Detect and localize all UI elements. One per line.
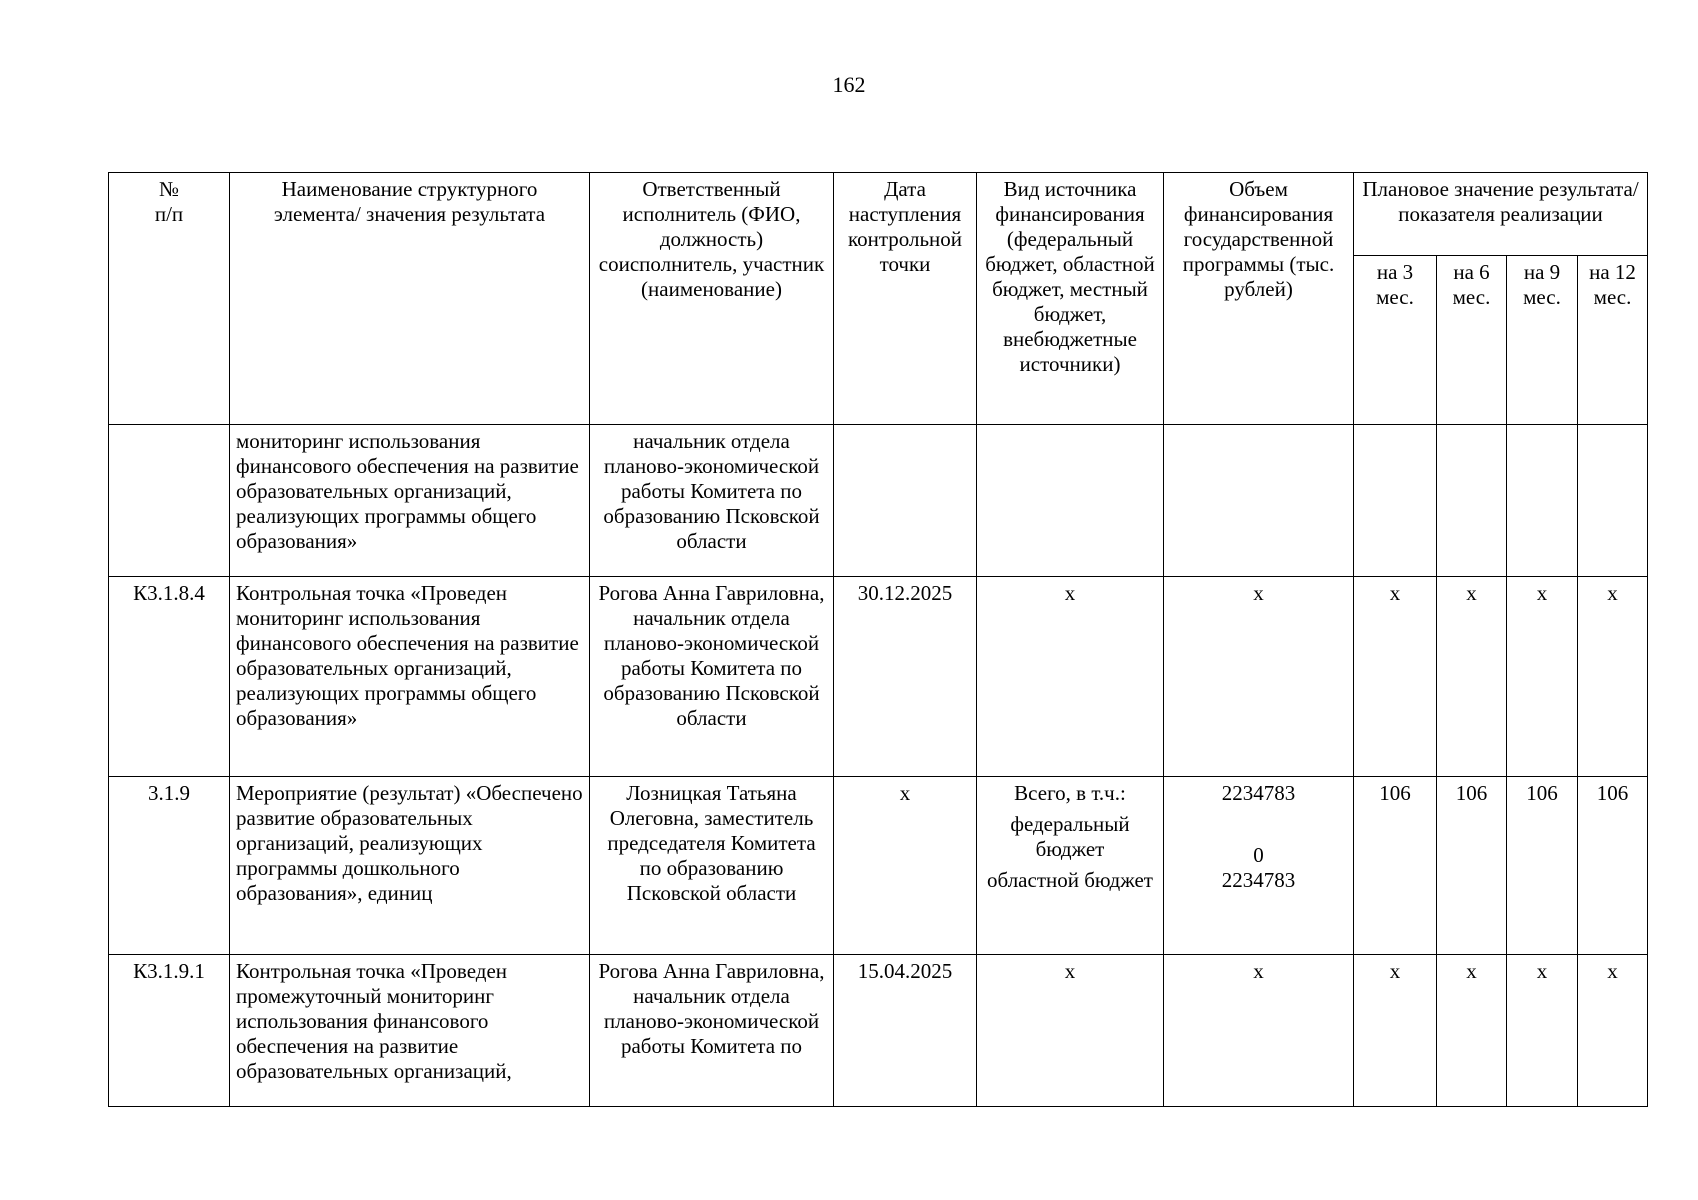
header-responsible: Ответственный исполнитель (ФИО, должность) соисполнитель, участник (наименование) (590, 173, 834, 425)
row-date: х (834, 777, 977, 955)
header-name: Наименование структурного элемента/ значения результата (230, 173, 590, 425)
row-m6 (1437, 425, 1507, 577)
table-row (109, 577, 1648, 777)
row-responsible: Лозницкая Татьяна Олеговна, заместитель председателя Комитета по образованию Псковской области (590, 777, 834, 955)
row-date: 30.12.2025 (834, 577, 977, 777)
row-m6: х (1437, 577, 1507, 777)
row-m9 (1507, 425, 1578, 577)
row-responsible: начальник отдела планово-экономической работы Комитета по образованию Псковской области (590, 425, 834, 577)
volume-total: 2234783 (1221, 781, 1296, 805)
row-m3: х (1354, 955, 1437, 1107)
table-row (109, 955, 1648, 1107)
header-volume: Объем финансирования государственной программы (тыс. рублей) (1164, 173, 1354, 425)
volume-federal: 0 (1253, 843, 1264, 867)
row-name: Контрольная точка «Проведен мониторинг использования финансового обеспечения на развитие образовательных организаций, реализующих программы общего образования» (230, 577, 590, 777)
header-m9: на 9 мес. (1507, 256, 1578, 425)
row-m3: х (1354, 577, 1437, 777)
header-source: Вид источника финансирования (федеральный бюджет, областной бюджет, местный бюджет, внебюджетные источники) (977, 173, 1164, 425)
row-responsible: Рогова Анна Гавриловна, начальник отдела планово-экономической работы Комитета по образованию Псковской области (590, 577, 834, 777)
source-regional: областной бюджет (987, 868, 1153, 892)
row-m12: 106 (1578, 777, 1648, 955)
row-m6: 106 (1437, 777, 1507, 955)
header-planned: Плановое значение результата/показателя реализации (1354, 173, 1648, 256)
row-m3: 106 (1354, 777, 1437, 955)
row-source: х (977, 577, 1164, 777)
row-date (834, 425, 977, 577)
row-responsible: Рогова Анна Гавриловна, начальник отдела планово-экономической работы Комитета по (590, 955, 834, 1107)
row-name: Контрольная точка «Проведен промежуточный мониторинг использования финансового обеспечения на развитие образовательных организаций, (230, 955, 590, 1107)
row-source: х (977, 955, 1164, 1107)
row-m9: 106 (1507, 777, 1578, 955)
header-m6: на 6 мес. (1437, 256, 1507, 425)
row-name: мониторинг использования финансового обеспечения на развитие образовательных организаций, реализующих программы общего образования» (230, 425, 590, 577)
header-num: № п/п (109, 173, 230, 425)
header-m3: на 3 мес. (1354, 256, 1437, 425)
header-date: Дата наступления контрольной точки (834, 173, 977, 425)
row-m3 (1354, 425, 1437, 577)
row-m12: х (1578, 577, 1648, 777)
row-volume (1164, 425, 1354, 577)
row-name: Мероприятие (результат) «Обеспечено развитие образовательных организаций, реализующих программы дошкольного образования», единиц (230, 777, 590, 955)
row-m12 (1578, 425, 1648, 577)
row-volume: х (1164, 577, 1354, 777)
header-m12: на 12 мес. (1578, 256, 1648, 425)
row-m6: х (1437, 955, 1507, 1107)
row-m12: х (1578, 955, 1648, 1107)
row-m9: х (1507, 577, 1578, 777)
row-volume: х (1164, 955, 1354, 1107)
source-federal: федеральный бюджет (1010, 812, 1130, 861)
source-total: Всего, в т.ч.: (1014, 781, 1126, 805)
table-row (109, 425, 1648, 577)
row-num: 3.1.9 (109, 777, 230, 955)
row-num: К3.1.8.4 (109, 577, 230, 777)
row-source (977, 425, 1164, 577)
row-source (977, 777, 1164, 955)
row-date: 15.04.2025 (834, 955, 977, 1107)
table-row (109, 777, 1648, 955)
header-row (109, 173, 1648, 256)
page-number: 162 (832, 72, 866, 97)
row-num: К3.1.9.1 (109, 955, 230, 1107)
row-volume (1164, 777, 1354, 955)
volume-regional: 2234783 (1221, 868, 1296, 892)
row-num (109, 425, 230, 577)
row-m9: х (1507, 955, 1578, 1107)
program-plan-table (108, 172, 1648, 1107)
